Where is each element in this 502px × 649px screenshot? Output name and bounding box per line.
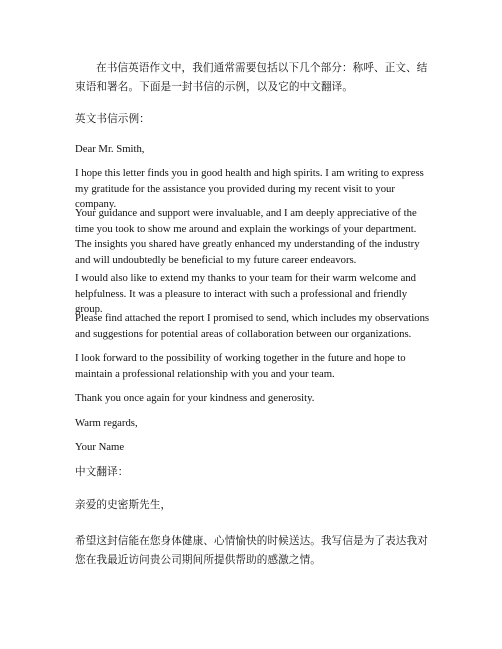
translation-salutation: 亲爱的史密斯先生， [75, 499, 172, 511]
letter-paragraph-4: Please find attached the report I promised to send, which includes my observations and suggestions for potential areas of collaboration between our organizations. [75, 312, 430, 340]
letter-signature: Your Name [75, 441, 125, 453]
letter-closing: Warm regards, [75, 417, 138, 429]
english-example-heading: 英文书信示例： [75, 113, 150, 125]
letter-paragraph-2: Your guidance and support were invaluable, and I am deeply appreciative of the time you took to show me around and explain the workings of your department. The insights you shared have greatly enhanced my understanding of the industry and will undoubtedly be beneficial to my future career endeavors. [75, 207, 420, 266]
translation-paragraph-1: 希望这封信能在您身体健康、心情愉快的时候送达。我写信是为了表达我对您在我最近访问贵公司期间所提供帮助的感激之情。 [75, 535, 428, 566]
letter-salutation: Dear Mr. Smith, [75, 143, 145, 155]
letter-paragraph-5: I look forward to the possibility of working together in the future and hope to maintain a professional relationship with you and your team. [75, 352, 406, 380]
letter-paragraph-6: Thank you once again for your kindness and generosity. [75, 392, 315, 404]
chinese-translation-heading: 中文翻译： [75, 466, 129, 478]
letter-paragraph-3: I would also like to extend my thanks to your team for their warm welcome and helpfulness. It was a pleasure to interact with such a professional and friendly group. [75, 272, 417, 315]
letter-paragraph-1: I hope this letter finds you in good health and high spirits. I am writing to express my gratitude for the assistance you provided during my recent visit to your company. [75, 167, 424, 210]
intro-paragraph: 在书信英语作文中，我们通常需要包括以下几个部分：称呼、正文、结束语和署名。下面是一封书信的示例，以及它的中文翻译。 [75, 62, 428, 93]
